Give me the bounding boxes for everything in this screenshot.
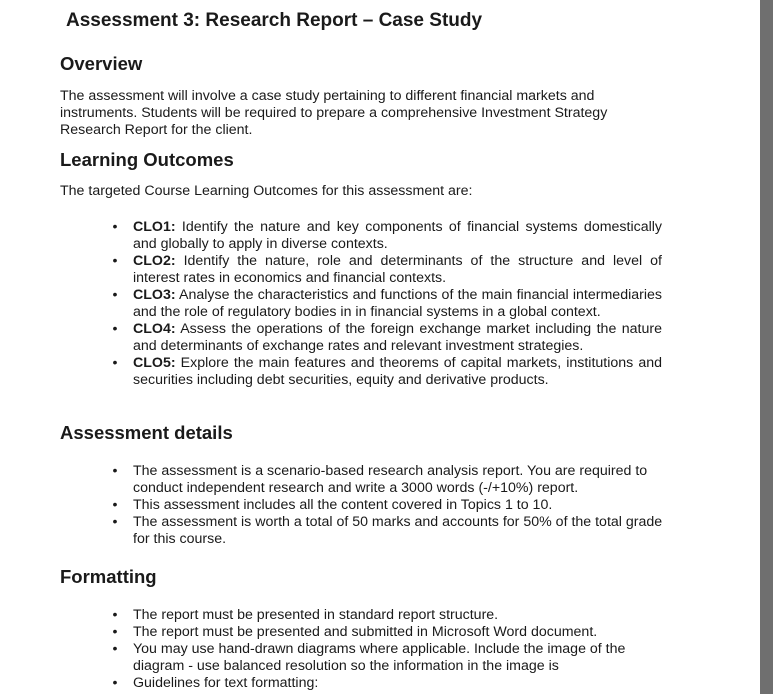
list-item xyxy=(0,607,673,624)
bullet-icon: • xyxy=(112,675,118,691)
overview-paragraph: The assessment will involve a case study pertaining to different financial markets and instruments. Students will be required to prepare a comprehensive Investment Strategy Research Report for the client. xyxy=(60,88,608,138)
list-item xyxy=(0,514,673,548)
bullet-icon: • xyxy=(112,463,118,479)
clo-code: CLO1: xyxy=(133,219,176,235)
bullet-icon: • xyxy=(112,607,118,623)
bullet-icon: • xyxy=(112,219,118,235)
clo-description: Assess the operations of the foreign exchange market including the nature and determinants of exchange rates and relevant investment strategies. xyxy=(133,321,662,354)
clo-description: Explore the main features and theorems of capital markets, institutions and securities including debt securities, equity and derivative products. xyxy=(133,355,662,388)
bullet-icon: • xyxy=(112,514,118,530)
list-item xyxy=(0,253,662,287)
list-item-text: The assessment is worth a total of 50 marks and accounts for 50% of the total grade for this course. xyxy=(133,514,663,547)
list-item xyxy=(0,497,673,514)
formatting-heading: Formatting xyxy=(60,566,157,587)
list-item-text: Guidelines for text formatting: xyxy=(133,675,319,691)
list-item-text: The report must be presented and submitted in Microsoft Word document. xyxy=(133,624,598,640)
bullet-icon: • xyxy=(112,287,118,303)
clo-description: Analyse the characteristics and functions of the main financial intermediaries and the role of regulatory bodies in in financial systems in a global context. xyxy=(133,287,662,320)
bullet-icon: • xyxy=(112,497,118,513)
bullet-icon: • xyxy=(112,321,118,337)
overview-heading: Overview xyxy=(60,53,143,74)
clo-code: CLO5: xyxy=(133,355,176,371)
bullet-icon: • xyxy=(112,253,118,269)
learning-outcomes-intro: The targeted Course Learning Outcomes for this assessment are: xyxy=(60,183,473,199)
bullet-icon: • xyxy=(112,624,118,640)
clo-code: CLO3: xyxy=(133,287,176,303)
list-item xyxy=(0,624,673,641)
bullet-icon: • xyxy=(112,641,118,657)
viewer-background-edge xyxy=(760,0,773,694)
learning-outcomes-heading: Learning Outcomes xyxy=(60,149,234,170)
assessment-details-list xyxy=(0,463,673,548)
clo-code: CLO4: xyxy=(133,321,176,337)
list-item-text: The assessment is a scenario-based research analysis report. You are required to conduct independent research and write a 3000 words (-/+10%) report. xyxy=(133,463,648,496)
bullet-icon: • xyxy=(112,355,118,371)
list-item-text: You may use hand-drawn diagrams where applicable. Include the image of the diagram - use balanced resolution so the information in the image is xyxy=(133,641,626,674)
clo-description: Identify the nature, role and determinants of the structure and level of interest rates in economics and financial contexts. xyxy=(133,253,662,286)
clo-list xyxy=(0,219,662,389)
list-item-text: This assessment includes all the content covered in Topics 1 to 10. xyxy=(133,497,553,513)
clo-code: CLO2: xyxy=(133,253,176,269)
list-item xyxy=(0,675,673,692)
list-item xyxy=(0,463,673,497)
list-item xyxy=(0,355,662,389)
list-item xyxy=(0,219,662,253)
clo-description: Identify the nature and key components of financial systems domestically and globally to apply in diverse contexts. xyxy=(133,219,662,252)
document-title: Assessment 3: Research Report – Case Study xyxy=(66,10,483,31)
list-item xyxy=(0,321,662,355)
formatting-list xyxy=(0,607,673,692)
list-item xyxy=(0,287,662,321)
assessment-details-heading: Assessment details xyxy=(60,422,233,443)
list-item-text: The report must be presented in standard report structure. xyxy=(133,607,499,623)
list-item xyxy=(0,641,673,675)
